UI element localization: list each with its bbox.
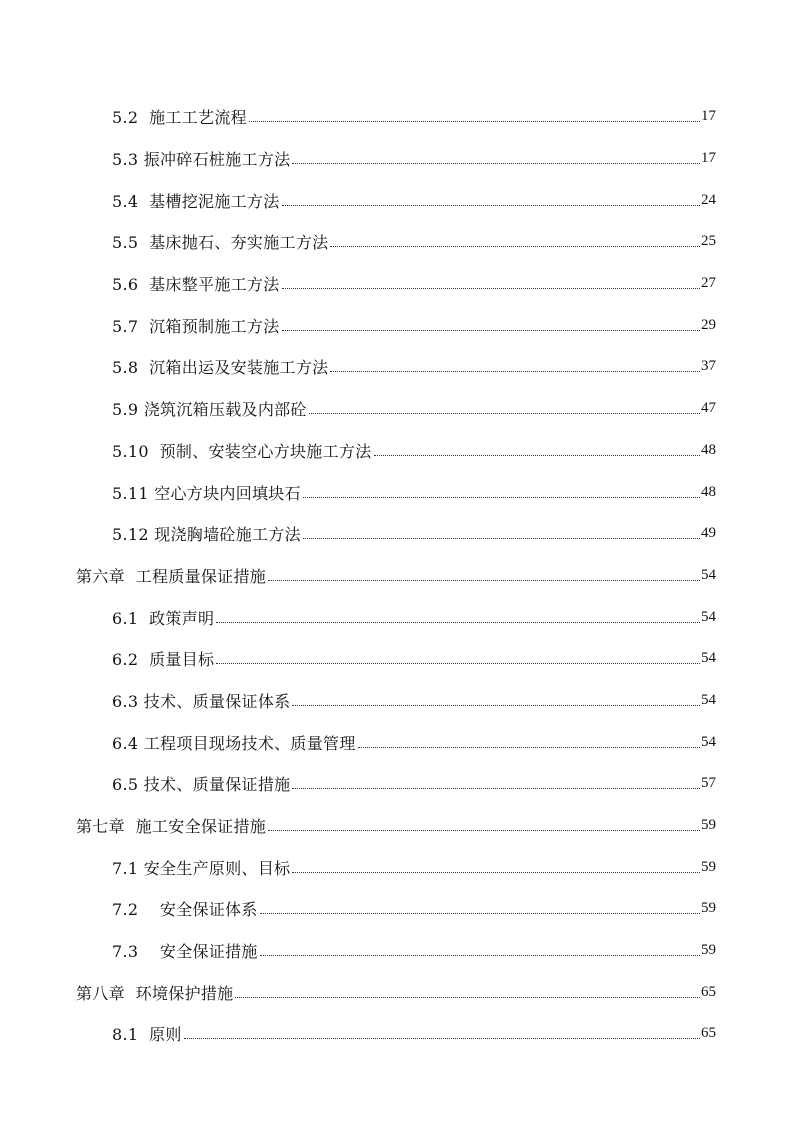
toc-page-number: 59 bbox=[701, 858, 716, 875]
toc-page-number: 54 bbox=[701, 566, 716, 583]
toc-page-number: 65 bbox=[701, 983, 716, 1000]
toc-chapter-entry[interactable] bbox=[0, 805, 794, 847]
toc-section-entry[interactable] bbox=[0, 596, 794, 638]
toc-dot-leader bbox=[374, 455, 701, 456]
toc-dot-leader bbox=[292, 788, 700, 789]
toc-dot-leader bbox=[268, 580, 700, 581]
toc-entry-title: 5.2 施工工艺流程 bbox=[112, 108, 247, 128]
toc-section-entry[interactable] bbox=[0, 138, 794, 180]
toc-section-entry[interactable] bbox=[0, 96, 794, 138]
toc-page-number: 59 bbox=[701, 942, 716, 959]
toc-chapter-entry[interactable] bbox=[0, 555, 794, 597]
toc-entry-title: 6.2 质量目标 bbox=[112, 650, 215, 670]
toc-dot-leader bbox=[292, 705, 700, 706]
toc-dot-leader bbox=[260, 913, 700, 914]
toc-entry-title: 5.10 预制、安装空心方块施工方法 bbox=[112, 441, 372, 461]
toc-section-entry[interactable] bbox=[0, 846, 794, 888]
toc-dot-leader bbox=[303, 538, 700, 539]
table-of-contents bbox=[0, 96, 794, 1055]
toc-entry-title: 5.7 沉箱预制施工方法 bbox=[112, 316, 280, 336]
toc-dot-leader bbox=[184, 1038, 700, 1039]
toc-entry-title: 5.12 现浇胸墙砼施工方法 bbox=[112, 525, 301, 545]
toc-section-entry[interactable] bbox=[0, 471, 794, 513]
toc-dot-leader bbox=[292, 872, 700, 873]
toc-dot-leader bbox=[330, 246, 700, 247]
toc-dot-leader bbox=[330, 371, 700, 372]
toc-dot-leader bbox=[292, 163, 700, 164]
toc-entry-title: 7.1 安全生产原则、目标 bbox=[112, 858, 291, 878]
toc-entry-title: 5.11 空心方块内回填块石 bbox=[112, 483, 301, 503]
toc-page-number: 27 bbox=[701, 275, 716, 292]
toc-entry-title: 5.9 浇筑沉箱压载及内部砼 bbox=[112, 400, 307, 420]
toc-page-number: 59 bbox=[701, 900, 716, 917]
toc-page-number: 48 bbox=[701, 483, 716, 500]
toc-section-entry[interactable] bbox=[0, 388, 794, 430]
toc-page-number: 37 bbox=[701, 358, 716, 375]
toc-entry-title: 5.6 基床整平施工方法 bbox=[112, 275, 280, 295]
toc-entry-title: 第六章 工程质量保证措施 bbox=[76, 566, 267, 586]
toc-section-entry[interactable] bbox=[0, 763, 794, 805]
toc-entry-title: 6.3 技术、质量保证体系 bbox=[112, 691, 291, 711]
toc-section-entry[interactable] bbox=[0, 304, 794, 346]
toc-page-number: 57 bbox=[701, 775, 716, 792]
toc-page-number: 59 bbox=[701, 817, 716, 834]
toc-section-entry[interactable] bbox=[0, 179, 794, 221]
toc-entry-title: 5.4 基槽挖泥施工方法 bbox=[112, 191, 280, 211]
toc-entry-title: 6.1 政策声明 bbox=[112, 608, 215, 628]
toc-section-entry[interactable] bbox=[0, 680, 794, 722]
toc-entry-title: 第八章 环境保护措施 bbox=[76, 983, 234, 1003]
toc-dot-leader bbox=[216, 663, 700, 664]
toc-entry-title: 第七章 施工安全保证措施 bbox=[76, 817, 267, 837]
toc-section-entry[interactable] bbox=[0, 888, 794, 930]
toc-page-number: 17 bbox=[701, 150, 716, 167]
toc-entry-title: 7.3 安全保证措施 bbox=[112, 942, 258, 962]
toc-section-entry[interactable] bbox=[0, 346, 794, 388]
toc-entry-title: 5.5 基床抛石、夯实施工方法 bbox=[112, 233, 329, 253]
toc-section-entry[interactable] bbox=[0, 721, 794, 763]
toc-page-number: 29 bbox=[701, 316, 716, 333]
toc-page-number: 47 bbox=[701, 400, 716, 417]
toc-page-number: 17 bbox=[701, 108, 716, 125]
toc-entry-title: 7.2 安全保证体系 bbox=[112, 900, 258, 920]
toc-page-number: 54 bbox=[701, 691, 716, 708]
toc-section-entry[interactable] bbox=[0, 263, 794, 305]
toc-page-number: 49 bbox=[701, 525, 716, 542]
toc-entry-title: 8.1 原则 bbox=[112, 1025, 182, 1045]
toc-dot-leader bbox=[249, 121, 700, 122]
toc-section-entry[interactable] bbox=[0, 638, 794, 680]
toc-section-entry[interactable] bbox=[0, 930, 794, 972]
toc-entry-title: 5.3 振冲碎石桩施工方法 bbox=[112, 150, 291, 170]
toc-section-entry[interactable] bbox=[0, 1013, 794, 1055]
toc-entry-title: 5.8 沉箱出运及安装施工方法 bbox=[112, 358, 329, 378]
toc-section-entry[interactable] bbox=[0, 513, 794, 555]
toc-page-number: 48 bbox=[701, 441, 716, 458]
toc-entry-title: 6.5 技术、质量保证措施 bbox=[112, 775, 291, 795]
toc-page-number: 54 bbox=[701, 650, 716, 667]
toc-chapter-entry[interactable] bbox=[0, 971, 794, 1013]
toc-page-number: 54 bbox=[701, 733, 716, 750]
toc-page-number: 24 bbox=[701, 191, 716, 208]
toc-dot-leader bbox=[268, 830, 700, 831]
toc-dot-leader bbox=[303, 497, 700, 498]
toc-section-entry[interactable] bbox=[0, 430, 794, 472]
toc-page-number: 25 bbox=[701, 233, 716, 250]
toc-dot-leader bbox=[282, 288, 700, 289]
toc-dot-leader bbox=[282, 205, 700, 206]
toc-entry-title: 6.4 工程项目现场技术、质量管理 bbox=[112, 733, 356, 753]
toc-dot-leader bbox=[309, 413, 700, 414]
toc-dot-leader bbox=[235, 997, 700, 998]
toc-section-entry[interactable] bbox=[0, 221, 794, 263]
toc-dot-leader bbox=[358, 747, 700, 748]
toc-page-number: 65 bbox=[701, 1025, 716, 1042]
toc-dot-leader bbox=[282, 330, 700, 331]
toc-dot-leader bbox=[260, 955, 700, 956]
toc-page-number: 54 bbox=[701, 608, 716, 625]
toc-dot-leader bbox=[216, 622, 700, 623]
